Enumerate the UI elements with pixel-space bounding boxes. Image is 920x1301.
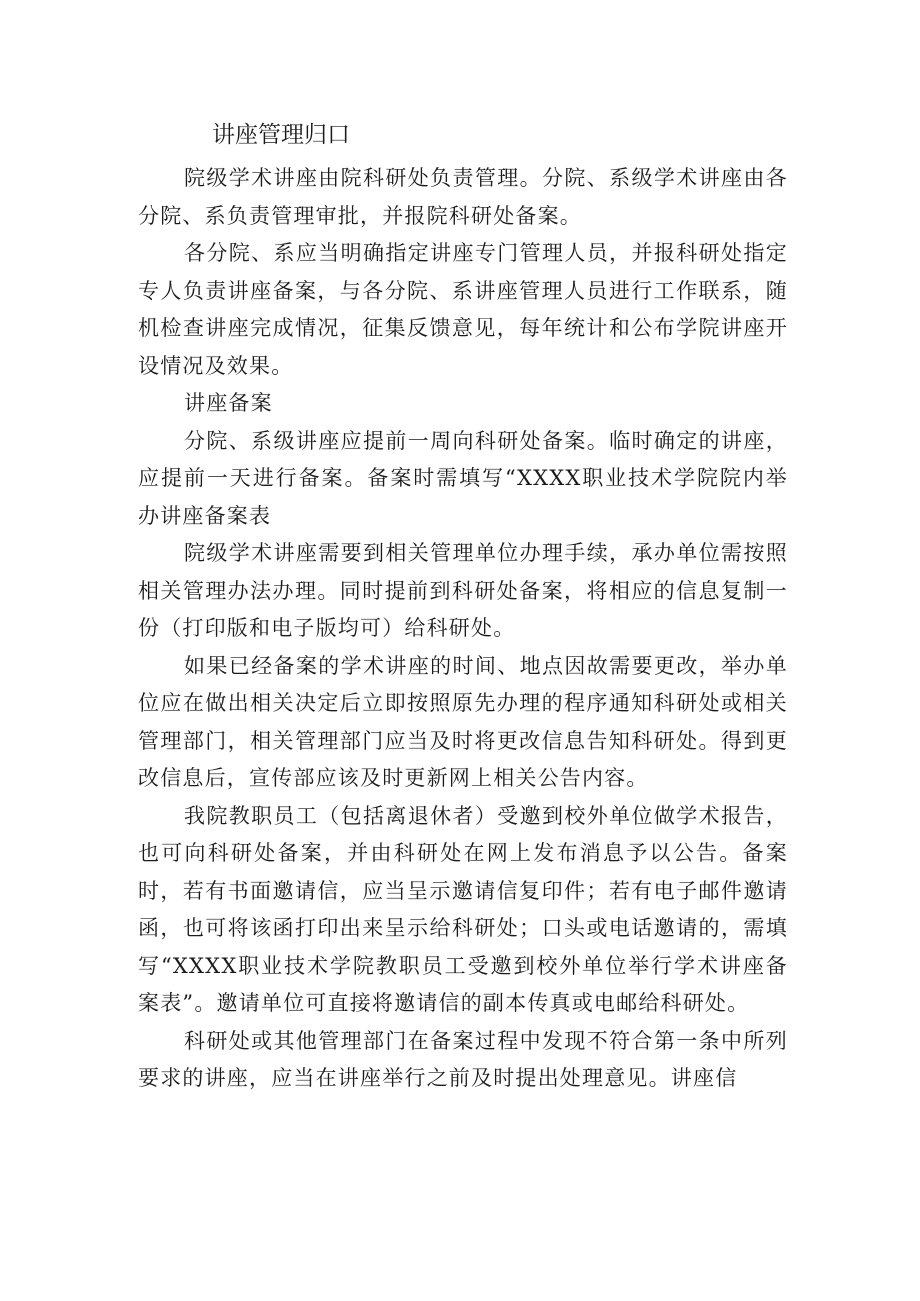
- paragraph-5: 如果已经备案的学术讲座的时间、地点因故需要更改，举办单位应在做出相关决定后立即按照原先办理的程序通知科研处或相关管理部门，相关管理部门应当及时将更改信息告知科研处。得到更改信息后，宣传部应该及时更新网上相关公告内容。: [138, 653, 788, 790]
- paragraph-2: 各分院、系应当明确指定讲座专门管理人员，并报科研处指定专人负责讲座备案，与各分院、系讲座管理人员进行工作联系，随机检查讲座完成情况，征集反馈意见，每年统计和公布学院讲座开设情况及效果。: [138, 241, 788, 378]
- paragraph-4: 院级学术讲座需要到相关管理单位办理手续，承办单位需按照相关管理办法办理。同时提前到科研处备案，将相应的信息复制一份（打印版和电子版均可）给科研处。: [138, 541, 788, 640]
- paragraph-3: 分院、系级讲座应提前一周向科研处备案。临时确定的讲座，应提前一天进行备案。备案时需填写“XXXX职业技术学院院内举办讲座备案表: [138, 428, 788, 528]
- paragraph-1: 院级学术讲座由院科研处负责管理。分院、系级学术讲座由各分院、系负责管理审批，并报院科研处备案。: [138, 166, 788, 228]
- section-title: 讲座管理归口: [212, 122, 350, 148]
- subheading-lecture-filing: 讲座备案: [184, 391, 273, 415]
- paragraph-7: 科研处或其他管理部门在备案过程中发现不符合第一条中所列要求的讲座，应当在讲座举行之前及时提出处理意见。讲座信: [138, 1028, 788, 1090]
- paragraph-6: 我院教职员工（包括离退休者）受邀到校外单位做学术报告，也可向科研处备案，并由科研处在网上发布消息予以公告。备案时，若有书面邀请信，应当呈示邀请信复印件；若有电子邮件邀请函，也可将该函打印出来呈示给科研处；口头或电话邀请的，需填写“XXXX职业技术学院教职员工受邀到校外单位举行学术讲座备案表”。邀请单位可直接将邀请信的副本传真或电邮给科研处。: [138, 803, 788, 1015]
- document-body: [138, 118, 788, 1098]
